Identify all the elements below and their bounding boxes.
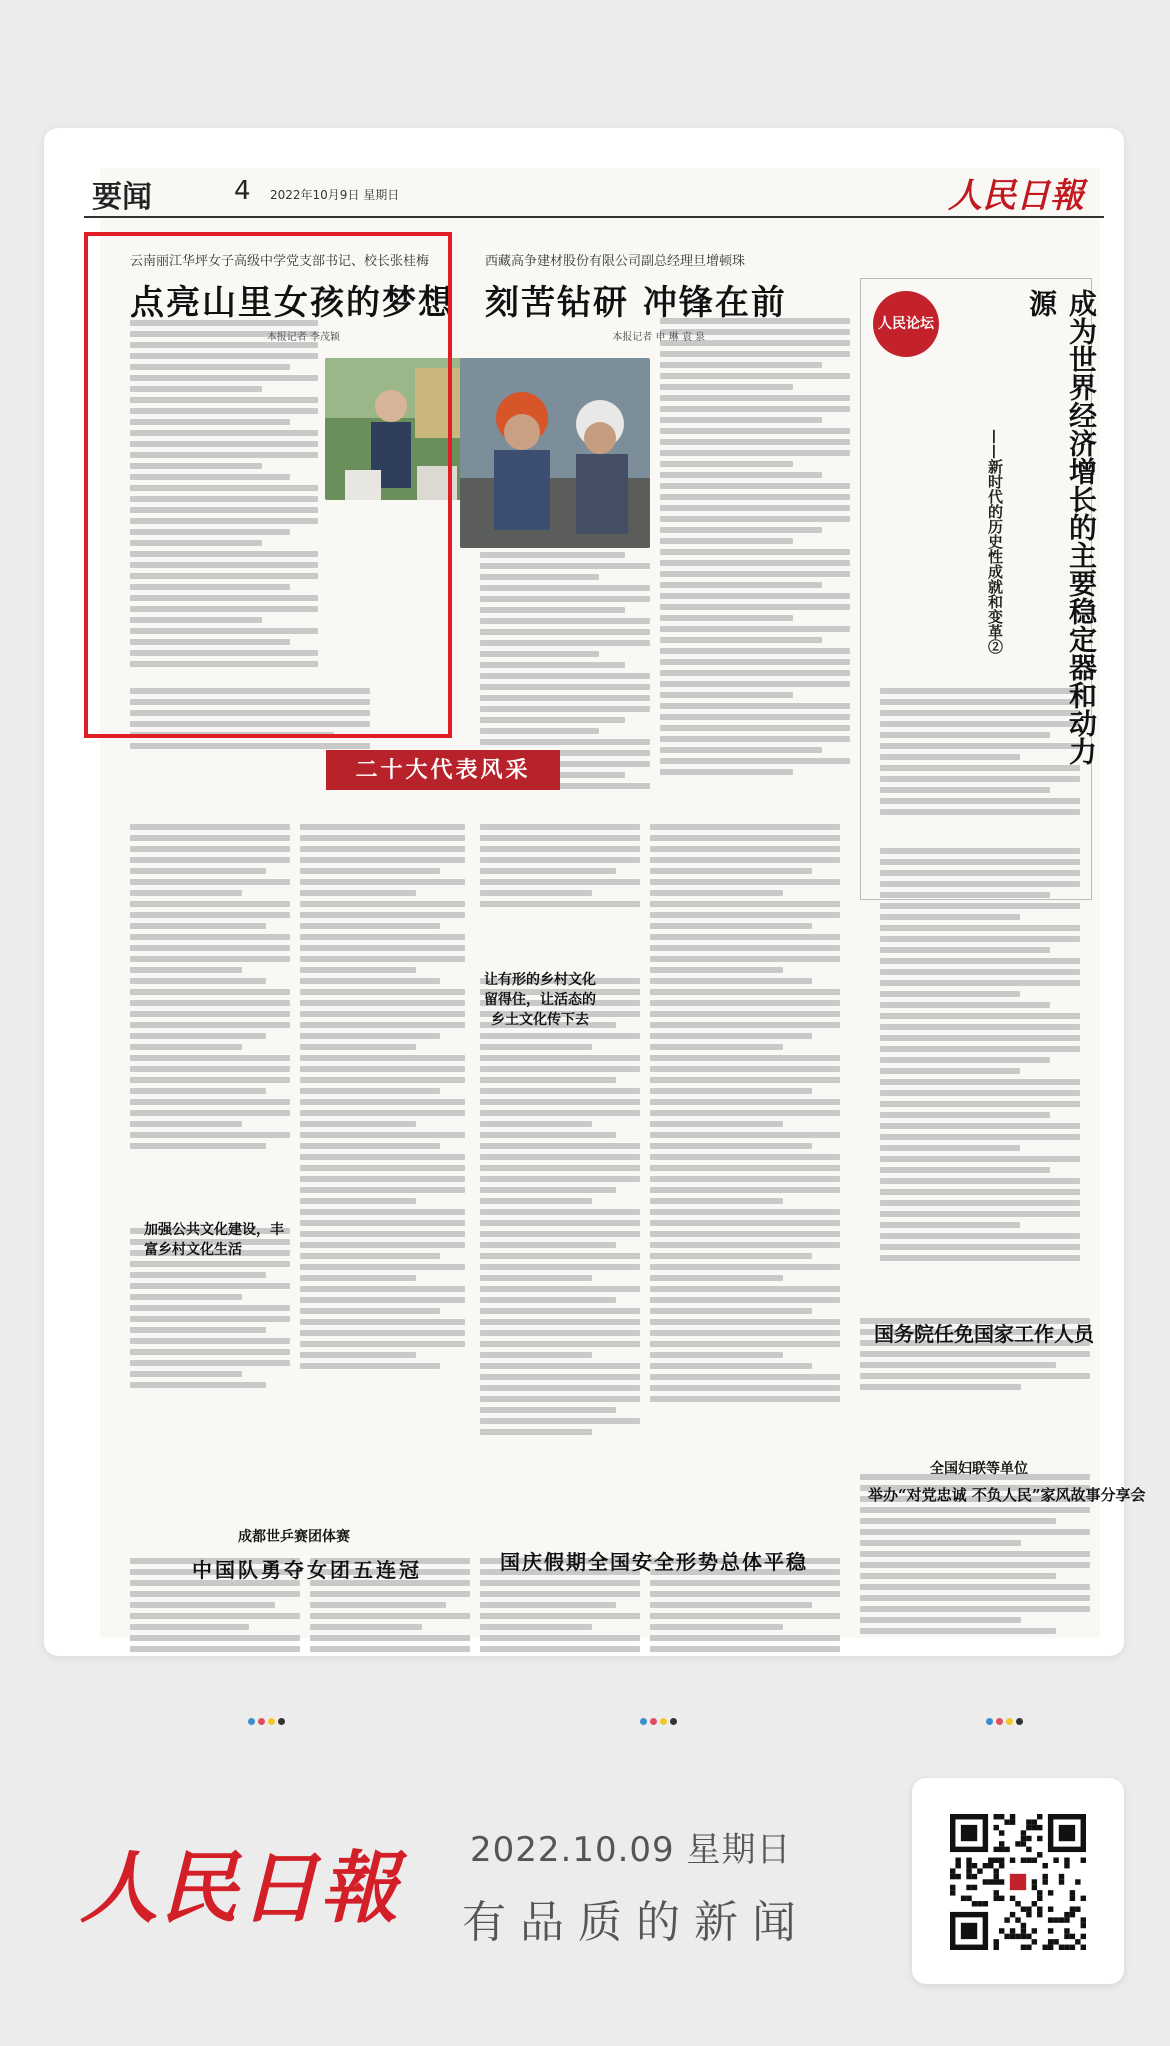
page-header (84, 172, 1104, 218)
article-middle (485, 250, 825, 343)
body-text-block (130, 824, 290, 1164)
commentary-title: 成为世界经济增长的主要稳定器和动力源 (1025, 289, 1098, 765)
worker-photo (460, 358, 650, 548)
women-title: 举办“对党忠诚 不负人民”家风故事分享会 (868, 1486, 1146, 1504)
appointment-title: 国务院任免国家工作人员 (874, 1322, 1094, 1346)
lower-subhead-2: 加强公共文化建设，丰富乡村文化生活 (144, 1222, 284, 1258)
article-middle-kicker: 西藏高争建材股份有限公司副总经理旦增顿珠 (485, 254, 746, 269)
lower-subhead-1: 让有形的乡村文化留得住，让活态的乡土文化传下去 (484, 972, 596, 1028)
footer-date: 2022.10.09 星期日 (470, 1830, 792, 1870)
page-number: 4 (234, 176, 251, 206)
article-middle-byline: 本报记者 申 琳 袁 泉 (612, 332, 705, 343)
body-text-block (880, 848, 1080, 1268)
qr-code-icon (950, 1814, 1086, 1950)
masthead-logo: 人民日報 (948, 176, 1084, 216)
women-kicker: 全国妇联等单位 (930, 1461, 1028, 1477)
article-left-title: 点亮山里女孩的梦想 (130, 283, 454, 323)
footer-logo: 人民日報 (80, 1843, 401, 1934)
highlight-box (84, 232, 452, 738)
body-text-block (300, 824, 465, 1384)
commentary-column-logo: 人民论坛 (873, 291, 939, 357)
commentary-column (860, 278, 1098, 900)
body-text-block (480, 978, 640, 1448)
body-text-block (480, 824, 640, 914)
volleyball-title: 中国队勇夺女团五连冠 (192, 1558, 422, 1582)
print-color-marks-1 (248, 1710, 288, 1729)
safety-title: 国庆假期全国安全形势总体平稳 (500, 1550, 808, 1574)
body-text-block (650, 824, 840, 1414)
commentary-subtitle: ——新时代的历史性成就和变革② (986, 429, 1004, 654)
print-color-marks-2 (640, 1710, 680, 1729)
article-middle-title: 刻苦钻研 冲锋在前 (485, 283, 787, 323)
article-left-byline: 本报记者 李茂颖 (266, 332, 340, 343)
issue-date: 2022年10月9日 星期日 (270, 188, 400, 202)
footer-slogan: 有品质的新闻 (462, 1897, 810, 1948)
print-color-marks-3 (986, 1710, 1026, 1729)
qr-code-card[interactable] (912, 1778, 1124, 1984)
body-text-block (660, 318, 850, 788)
representative-banner: 二十大代表风采 (326, 750, 560, 790)
volleyball-kicker: 成都世乒赛团体赛 (238, 1529, 350, 1545)
section-name: 要闻 (92, 180, 152, 215)
article-left-kicker: 云南丽江华坪女子高级中学党支部书记、校长张桂梅 (130, 254, 430, 269)
